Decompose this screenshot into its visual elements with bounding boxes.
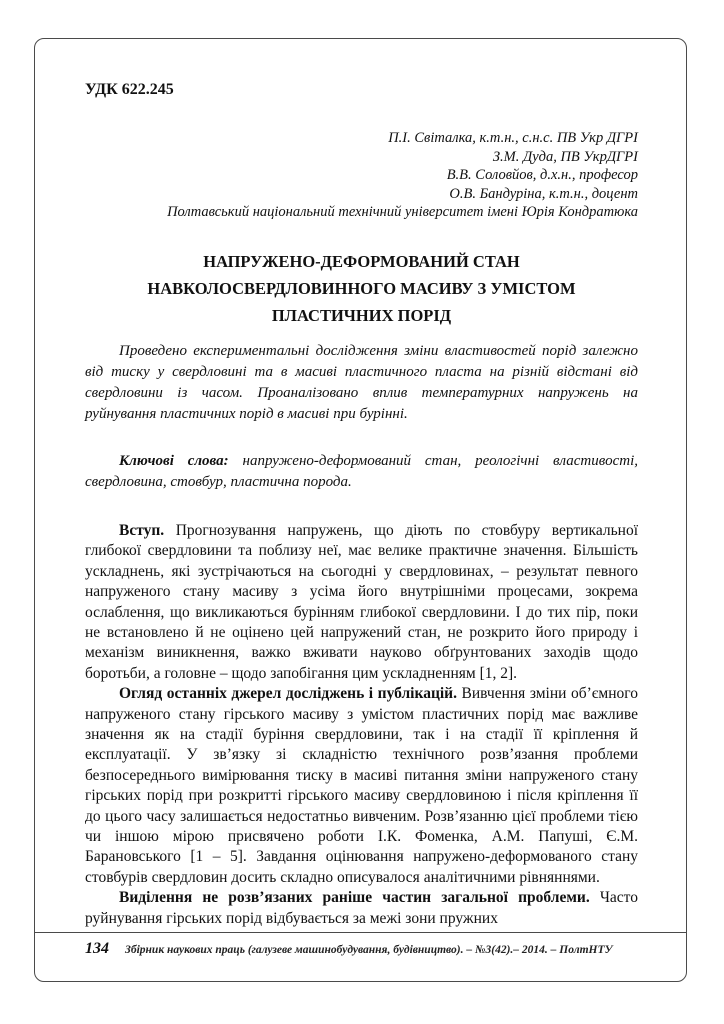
paragraph-lead: Вступ. — [119, 521, 165, 539]
page-number: 134 — [85, 940, 109, 957]
paragraph-text: Вивчення зміни об’ємного напруженого стану гірського масиву з умістом пластичних порід має важливе значення як на стадії буріння свердловини, так і на стадії її кріплення й експлуатації. У зв’язку зі складністю технічного розв’язання проблеми безпосереднього вимірювання тиску в масиві питання зміни напруженого стану гірських порід при розкритті гірського масиву свердловиною і після кріплення її до цього часу залишається недостатньо вивченим. Розв’язанню цієї проблеми тією чи іншою мірою присвячено роботи І.К. Фоменка, А.М. Папуші, Є.М. Барановського [1 – 5]. Завдання оцінювання напружено-деформованого стану стовбурів свердловин досить складно описувалося аналітичними рівняннями. — [85, 685, 639, 886]
keywords-label: Ключові слова: — [119, 452, 229, 469]
author-line: В.В. Соловйов, д.х.н., професор — [446, 167, 638, 184]
author-line: О.В. Бандуріна, к.т.н., доцент — [449, 185, 638, 202]
keywords-text: напружено-деформований стан, реологічні властивості, свердловина, стовбур, пластична порода. — [85, 452, 638, 490]
page-content — [35, 81, 686, 929]
page-border — [34, 38, 687, 982]
udc-number: УДК 622.245 — [85, 81, 174, 98]
abstract-text: Проведено експериментальні дослідження зміни властивостей порід залежно від тиску у свердловині та в масиві пластичного пласта на різній відстані від свердловини із часом. Проаналізовано вплив температурних напружень на руйнування пластичних порід в масиві при бурінні. — [85, 342, 638, 422]
footer-citation: Збірник наукових праць (галузеве машинобудування, будівництво). – №3(42).– 2014. – ПолтНТУ — [125, 944, 613, 956]
title-line: НАПРУЖЕНО-ДЕФОРМОВАНИЙ СТАН — [203, 251, 520, 271]
authors-block — [85, 129, 638, 222]
affiliation-line: Полтавський національний технічний університет імені Юрія Кондратюка — [167, 204, 638, 221]
paragraph-lead: Огляд останніх джерел досліджень і публікацій. — [119, 685, 457, 703]
keywords-paragraph — [85, 451, 638, 493]
paragraph-text: Часто руйнування гірських порід відбувається за межі зони пружних — [85, 889, 638, 927]
article-title — [85, 248, 638, 329]
footer — [35, 932, 686, 981]
paragraph-text: Прогнозування напружень, що діють по стовбуру вертикальної глибокої свердловини та поблизу неї, має велике практичне значення. Більшість ускладнень, які зустрічаються на сьогодні у свердловинах, – результат певного напруженого стану масиву з усіма його внутрішніми процесами, зокрема ослаблення, що викликаються бурінням глибокої свердловини. І до тих пір, поки не встановлено й не оцінено цей напружений стан, не розкрито його природу і механізм виникнення, важко вживати науково обґрунтованих заходів щодо боротьби, а головне – щодо запобігання цим ускладненням [1, 2]. — [85, 521, 638, 682]
paragraph-lead: Виділення не розв’язаних раніше частин загальної проблеми. — [119, 889, 590, 907]
body-paragraph-review — [85, 684, 638, 888]
title-line: ПЛАСТИЧНИХ ПОРІД — [271, 305, 452, 325]
title-line: НАВКОЛОСВЕРДЛОВИННОГО МАСИВУ З УМІСТОМ — [147, 278, 576, 298]
body-paragraph-problem — [85, 888, 638, 929]
author-line: П.І. Світалка, к.т.н., с.н.с. ПВ Укр ДГРІ — [388, 130, 638, 146]
article-body — [85, 521, 638, 929]
author-line: З.М. Дуда, ПВ УкрДГРІ — [492, 148, 638, 165]
body-paragraph-intro — [85, 521, 638, 684]
